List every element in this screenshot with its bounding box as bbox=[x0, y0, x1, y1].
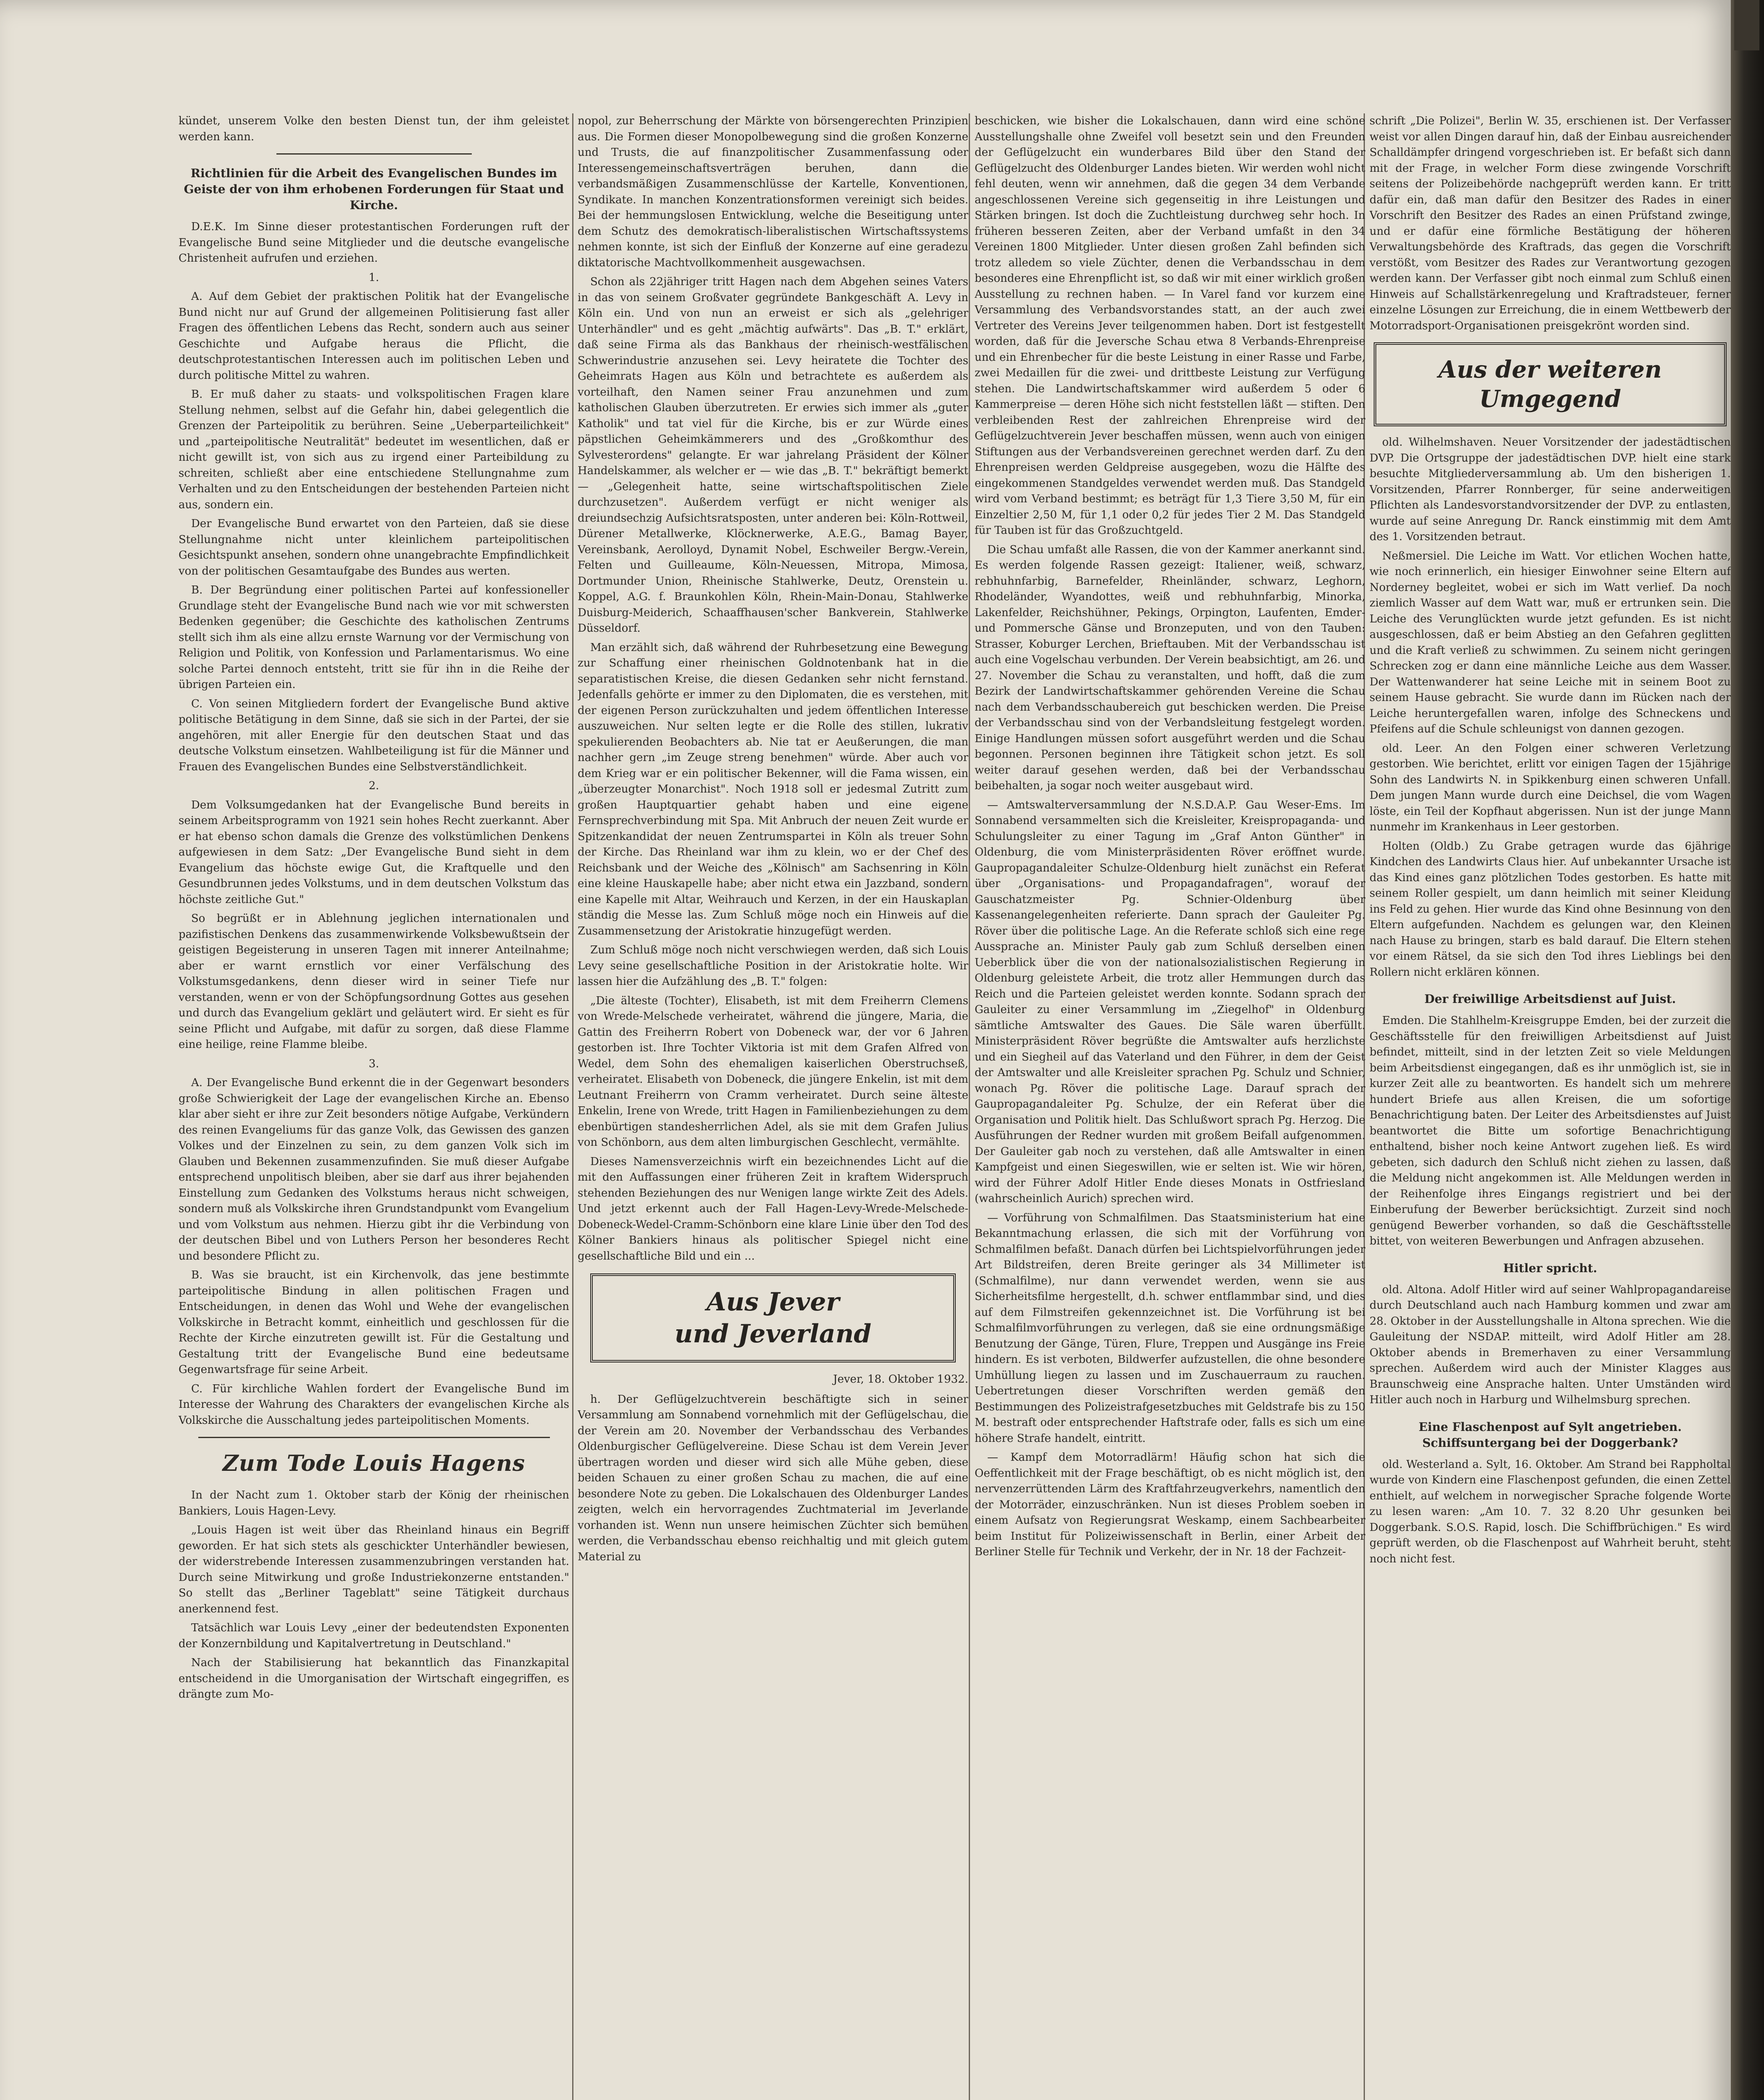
paragraph: C. Für kirchliche Wahlen fordert der Evangelische Bund im Interesse der Wahrung des Charakters der evangelischen Kirche als Volkskirche die Ausschaltung jedes parteipolitischen Moments. bbox=[179, 1382, 569, 1427]
binding-clip bbox=[1734, 0, 1759, 50]
section-heading-box bbox=[590, 1273, 956, 1362]
paragraph: Dem Volksumgedanken hat der Evangelische Bund bereits in seinem Arbeitsprogramm von 1921 sein hohes Recht zuerkannt. Aber er hat ebenso schon damals die Grenze des volkstümlichen Denkens aufgewiesen in dem Satz: „Der Evangelische Bund sieht in dem Evangelium das höchste ewige Gut, die Kraftquelle und den Gesundbrunnen jedes Volkstums, und in dem deutschen Volkstum das höchste zeitliche Gut." bbox=[179, 798, 569, 906]
section-heading-box bbox=[1374, 342, 1727, 426]
column-3 bbox=[975, 113, 1365, 2100]
paragraph: C. Von seinen Mitgliedern fordert der Evangelische Bund aktive politische Betätigung in dem Sinne, daß sie sich in der Partei, der sie angehören, mit aller Energie für den deutschen Staat und das deutsche Volkstum einsetzen. Wahlbeteiligung ist für die Männer und Frauen des Evangelischen Bundes eine Selbstverständlichkeit. bbox=[179, 697, 569, 773]
paragraph: D.E.K. Im Sinne dieser protestantischen Forderungen ruft der Evangelische Bund seine Mitglieder und die deutsche evangelische Christenheit aufrufen und erziehen. bbox=[179, 220, 569, 265]
column-rule bbox=[572, 113, 573, 2100]
paragraph: — Vorführung von Schmalfilmen. Das Staatsministerium hat eine Bekanntmachung erlassen, die sich mit der Vorführung von Schmalfilmen befaßt. Danach dürfen bei Lichtspielvorführungen jeder Art Bildstreifen, deren Breite geringer als 34 Millimeter ist (Schmalfilme), nur dann verwendet werden, wenn sie aus Sicherheitsfilme hergestellt, d.h. schwer entflammbar sind, und dies auf dem Filmstreifen gekennzeichnet ist. Die Vorführung ist bei Schmalfilmvorführungen zu verlegen, daß sie eine ordnungsmäßige Benutzung der Gänge, Türen, Flure, Treppen und Ausgänge ins Freie hindern. Es ist verboten, Bildwerfer aufzustellen, die ohne besondere Umhüllung liegen zu lassen und im Zuschauerraum zu rauchen. Uebertretungen dieser Vorschriften werden gemäß den Bestimmungen des Polizeistrafgesetzbuches mit Geldstrafe bis zu 150 M. bestraft oder entsprechender Haftstrafe oder, falls es sich um eine höhere Strafe handelt, eintritt. bbox=[975, 1211, 1365, 1445]
section-heading-line: Aus Jever bbox=[706, 1287, 840, 1317]
paragraph: Die Schau umfaßt alle Rassen, die von der Kammer anerkannt sind. Es werden folgende Rassen gezeigt: Italiener, weiß, schwarz, rebhuhnfarbig, Barnefelder, Rheinländer, schwarz, Leghorn, Rhodeländer, Wyandottes, weiß und rebhuhnfarbig, Minorka, Lakenfelder, Reichshühner, Pekings, Orpington, Laufenten, Emder- und Pommersche Gänse und Bronzeputen, und von den Tauben: Strasser, Koburger Lerchen, Brieftauben. Mit der Verbandsschau ist auch eine Vogelschau verbunden. Der Verein beabsichtigt, am 26. und 27. November die Schau zu veranstalten, und hofft, daß die zum Bezirk der Landwirtschaftskammer gehörenden Vereine die Schau nach dem Verbandsschaubereich gut beschicken werden. Die Preise der Verbandsschau sind von der Verbandsleitung festgelegt worden. Einige Handlungen müssen sofort ausgeführt werden und die Schau begonnen. Personen beginnen ihre Tätigkeit schon jetzt. Es soll weiter darauf gesehen werden, daß bei der Verbandsschau beibehalten, ja sogar noch weiter ausgebaut wird. bbox=[975, 543, 1365, 792]
column-2 bbox=[578, 113, 968, 2100]
page-edge-shadow bbox=[1731, 0, 1764, 2100]
paragraph: old. Altona. Adolf Hitler wird auf seiner Wahlpropagandareise durch Deutschland auch nach Hamburg kommen und zwar am 28. Oktober in der Ausstellungshalle in Altona sprechen. Wie die Gauleitung der NSDAP. mitteilt, wird Adolf Hitler am 28. Oktober abends in Bremerhaven zu einer Versammlung sprechen. Außerdem wird auch der Minister Klagges aus Braunschweig eine Ansprache halten. Unter Umständen wird Hitler auch noch in Harburg und Wilhelmsburg sprechen. bbox=[1370, 1283, 1731, 1406]
paragraph: Zum Schluß möge noch nicht verschwiegen werden, daß sich Louis Levy seine gesellschaftliche Position in der Aristokratie holte. Wir lassen hier die Aufzählung des „B. T." folgen: bbox=[578, 944, 968, 988]
article-title: Zum Tode Louis Hagens bbox=[222, 1451, 526, 1476]
separator bbox=[276, 153, 472, 155]
paragraph: old. Leer. An den Folgen einer schweren Verletzung gestorben. Wie berichtet, erlitt vor einigen Tagen der 15jährige Sohn des Landwirts N. in Spikkenburg einen schweren Unfall. Dem jungen Mann wurde durch eine Deichsel, die vom Wagen löste, ein Teil der Kopfhaut abgerissen. Nun ist der junge Mann nunmehr im Krankenhaus in Leer gestorben. bbox=[1370, 742, 1731, 833]
paragraph: „Die älteste (Tochter), Elisabeth, ist mit dem Freiherrn Clemens von Wrede-Melschede verheiratet, während die jüngere, Maria, die Gattin des Freiherrn Robert von Dobeneck war, der vor 6 Jahren gestorben ist. Ihre Tochter Viktoria ist mit dem Grafen Alfred von Wedel, dem Sohn des ehemaligen kaiserlichen Oberstruchseß, verheiratet. Elisabeth von Dobeneck, die jüngere Enkelin, ist mit dem Leutnant Freiherrn von Cramm verheiratet. Durch seine älteste Enkelin, Irene von Wrede, tritt Hagen in Familienbeziehungen zu dem ebenbürtigen standesherrlichen Adel, als sie mit dem Grafen Julius von Schönborn, aus dem alten limburgischen Geschlecht, vermählte. bbox=[578, 994, 968, 1149]
paragraph: In der Nacht zum 1. Oktober starb der König der rheinischen Bankiers, Louis Hagen-Levy. bbox=[179, 1489, 569, 1517]
section-number: 1. bbox=[368, 271, 379, 284]
paragraph: Dieses Namensverzeichnis wirft ein bezeichnendes Licht auf die mit den Auffassungen einer früheren Zeit in kraftem Widerspruch stehenden Beziehungen des nur Wenigen lange wirkte Zeit des Adels. Und jetzt erkennt auch der Fall Hagen-Levy-Wrede-Melschede-Dobeneck-Wedel-Cramm-Schönborn eine klare Linie über den Tod des Kölner Bankiers hinaus als politischer Spiegel nicht eine gesellschaftliche Bild und ein ... bbox=[578, 1155, 968, 1263]
subheading: Der freiwillige Arbeitsdienst auf Juist. bbox=[1424, 992, 1676, 1006]
paragraph: So begrüßt er in Ablehnung jeglichen internationalen und pazifistischen Denkens das zusammenwirkende Volksbewußtsein der geistigen Begeisterung in unseren Tagen mit innerer Anteilnahme; aber er warnt ernstlich vor einer Verfälschung des Volkstumsgedankens, denn dieser wird in seiner Tiefe nur verstanden, wenn er von der Schöpfungsordnung Gottes aus gesehen und durch das Evangelium geklärt und geläutert wird. Er sieht es für seine Pflicht und Aufgabe, mit dafür zu sorgen, daß diese Flamme eine heilige, reine Flamme bleibe. bbox=[179, 912, 569, 1051]
paragraph: Man erzählt sich, daß während der Ruhrbesetzung eine Bewegung zur Schaffung einer rheinischen Goldnotenbank hat in die separatistischen Kreise, die diesen Gedanken sehr nicht fernstand. Jedenfalls gehörte er immer zu den Diplomaten, die es verstehen, mit der eigenen Person zurückzuhalten und jedem öffentlichen Interesse auszuweichen. Nur selten legte er die Rolle des stillen, lukrativ spekulierenden Beobachters ab. Nie tat er Aeußerungen, die man nachher gern „im Zeuge streng benehmen" würde. Aber auch vor dem Krieg war er ein politischer Bekenner, will die Fama wissen, ein „überzeugter Monarchist". Noch 1918 soll er jedesmal Zutritt zum großen Hauptquartier gehabt haben und eine eigene Fernsprechverbindung mit Spa. Mit Anbruch der neuen Zeit wurde er Spitzenkandidat der neuen Zentrumspartei in Köln als treuer Sohn der Kirche. Das Rheinland war ihm zu klein, wo er der Chef des Reichsbank und der Weiche des „Kölnisch" am Sachsenring in Köln eine kleine Hauskapelle habe; aber nicht etwa ein Jazzband, sondern eine Kapelle mit Altar, Weihrauch und Kerzen, in der ein Hauskaplan ständig die Messe las. Zum Schluß möge noch ein Hinweis auf die Zusammensetzung der Aristokratie hinzugefügt werden. bbox=[578, 641, 968, 937]
section-heading-line: und Jeverland bbox=[674, 1319, 872, 1349]
section-number: 2. bbox=[368, 780, 379, 792]
section-heading-line: Umgegend bbox=[1479, 385, 1621, 413]
column-rule bbox=[969, 113, 970, 2100]
paragraph: Emden. Die Stahlhelm-Kreisgruppe Emden, bei der zurzeit die Geschäftsstelle für den freiwilligen Arbeitsdienst auf Juist befindet, mitteilt, sind in der letzten Zeit so viele Meldungen beim Arbeitsdienst eingegangen, daß es ihr unmöglich ist, sie in kurzer Zeit alle zu beantworten. Es handelt sich um mehrere hundert Briefe aus allen Kreisen, die um sofortige Benachrichtigung baten. Der Leiter des Arbeitsdienstes auf Juist beantwortet die Bitte um sofortige Benachrichtigung enthaltend, bisher noch keine Antwort zugehen ließ. Es wird gebeten, sich dadurch den Schluß nicht ziehen zu lassen, daß die Meldung nicht angekommen ist. Alle Meldungen werden in der Reihenfolge ihres Eingangs registriert und bei der Einberufung der Bewerber berücksichtigt. Zurzeit sind noch genügend Bewerber vorhanden, so daß die Geschäftsstelle bittet, von weiteren Bewerbungen und Anfragen abzusehen. bbox=[1370, 1014, 1731, 1247]
paragraph: „Louis Hagen ist weit über das Rheinland hinaus ein Begriff geworden. Er hat sich stets als geschickter Unterhändler bewiesen, der widerstrebende Interessen zusammenzubringen verstanden hat. Durch seine Mitwirkung und große Industriekonzerne entstanden." So stellt das „Berliner Tageblatt" seine Tätigkeit durchaus anerkennend fest. bbox=[179, 1524, 569, 1615]
article-heading: Richtlinien für die Arbeit des Evangelischen Bundes im Geiste der von ihm erhobenen Forderungen für Staat und Kirche. bbox=[184, 166, 564, 212]
section-heading-line: Aus der weiteren bbox=[1438, 356, 1662, 383]
paragraph: A. Der Evangelische Bund erkennt die in der Gegenwart besonders große Schwierigkeit der Lage der evangelischen Kirche an. Ebenso klar aber sieht er ihre zur Zeit besonders nötige Aufgabe, Verkündern des reinen Evangeliums für das ganze Volk, das Gewissen des ganzen Volkes und der Einzelnen zu sein, zu dem ganzen Volk sich im Glauben und Bekennen zusammenzufinden. Sie muß dieser Aufgabe entsprechend unpolitisch bleiben, aber sie darf aus ihrer bejahenden Einstellung zum Gedanken des Volkstums heraus nicht schweigen, sondern muß als Volkskirche ihren Grundstandpunkt vom Evangelium und vom Volkstum aus nehmen. Hierzu gibt ihr die Verbindung von der deutschen Bibel und von Luthers Person her besonderes Recht und besondere Pflicht zu. bbox=[179, 1076, 569, 1263]
subheading: Eine Flaschenpost auf Sylt angetrieben. Schiffsuntergang bei der Doggerbank? bbox=[1418, 1420, 1682, 1450]
column-1 bbox=[179, 113, 569, 2100]
paragraph: Der Evangelische Bund erwartet von den Parteien, daß sie diese Stellungnahme nicht unter kleinlichem parteipolitischen Gesichtspunkt ansehen, sondern ohne unangebrachte Empfindlichkeit von der politischen Gesamtaufgabe des Bundes aus werten. bbox=[179, 517, 569, 578]
section-number: 3. bbox=[368, 1057, 379, 1070]
paragraph: Nach der Stabilisierung hat bekanntlich das Finanzkapital entscheidend in die Umorganisation der Wirtschaft eingegriffen, es drängte zum Mo- bbox=[179, 1656, 569, 1701]
dateline: Jever, 18. Oktober 1932. bbox=[833, 1373, 968, 1386]
paragraph: Neßmersiel. Die Leiche im Watt. Vor etlichen Wochen hatte, wie noch erinnerlich, ein hiesiger Einwohner seine Eltern auf Norderney begleitet, wobei er sich im Watt verlief. Da noch ziemlich Wasser auf dem Watt war, muß er ertrunken sein. Die Leiche des Verunglückten wurde jetzt gefunden. Es ist nicht ausgeschlossen, daß er beim Abstieg an den Gefahren geglitten und die Kraft verließ zu schwimmen. Zu seinem nicht geringen Schrecken zog er dann eine männliche Leiche aus dem Wasser. Der Wattenwanderer hat seine Leiche mit in seinem Boot zu seinem Hause gebracht. Sie wurde dann im Rücken nach der Leiche heruntergefallen waren, infolge des Schneckens und Pfeifens auf die Schule schleunigst von dannen gezogen. bbox=[1370, 549, 1731, 735]
paragraph: — Amtswalterversammlung der N.S.D.A.P. Gau Weser-Ems. Im Sonnabend versammelten sich die Kreisleiter, Kreispropaganda- und Schulungsleiter zu einer Tagung im „Graf Anton Günther" in Oldenburg, die vom Ministerpräsidenten Röver eröffnet wurde. Gaupropagandaleiter Schulze-Oldenburg hielt zunächst ein Referat über „Organisations- und Propagandafragen", worauf der Gauschatzmeister Pg. Schnier-Oldenburg über Kassenangelegenheiten referierte. Dann sprach der Gauleiter Pg. Röver über die politische Lage. An die Referate schloß sich eine rege Aussprache an. Minister Pauly gab zum Schluß derselben einen Ueberblick über die von der nationalsozialistischen Regierung in Oldenburg geleistete Arbeit, die trotz aller Hemmungen durch das Reich und die Parteien geleistet werden konnte. Sodann sprach der Gauleiter zu einer Versammlung im „Ziegelhof" in Oldenburg sämtliche Amtswalter des Gaues. Die Säle waren überfüllt. Ministerpräsident Röver begrüßte die Amtswalter aufs herzlichste und ein Siegheil auf das Vaterland und den Führer, in dem der Geist der Amtswalter und alle Kreisleiter sprachen Pg. Schulz und Schnier, wonach Pg. Röver die politische Lage. Darauf sprach der Gaupropagandaleiter Pg. Schulze, der ein Referat über die Organisation und Politik hielt. Das Schlußwort sprach Pg. Herzog. Die Ausführungen der Redner wurden mit großem Beifall aufgenommen. Der Gauleiter gab noch zu verstehen, daß alle Amtswalter in einen Kampfgeist und einen Siegeswillen, wie er selten ist. Wie wir hören, wird der Führer Adolf Hitler Ende dieses Monats in Ostfriesland (wahrscheinlich Aurich) sprechen wird. bbox=[975, 798, 1365, 1205]
paragraph: B. Er muß daher zu staats- und volkspolitischen Fragen klare Stellung nehmen, selbst auf die Gefahr hin, dabei gelegentlich die Grenzen der Parteipolitik zu berühren. Seine „Ueberparteilichkeit" und „parteipolitische Neutralität" bedeutet im wesentlichen, daß er nicht gewillt ist, von sich aus zu irgend einer Parteibildung zu schreiten, schließt aber eine entschiedene Stellungnahme zum Verhalten und zu den Entscheidungen der bestehenden Parteien nicht aus, sondern ein. bbox=[179, 388, 569, 511]
paragraph: h. Der Geflügelzuchtverein beschäftigte sich in seiner Versammlung am Sonnabend vornehmlich mit der Geflügelschau, die der Verein am 20. November der Verbandsschau des Verbandes Oldenburgischer Geflügelvereine. Diese Schau ist dem Verein Jever übertragen worden und dieser wird sich alle Mühe geben, diese beiden Schauen zu einer großen Schau zu machen, die auf eine besondere Note zu geben. Die Lokalschauen des Oldenburger Landes zeigten, welch ein hervorragendes Zuchtmaterial im Jeverlande vorhanden ist. Wenn nun unsere heimischen Züchter sich bemühen werden, die Verbandsschau ebenso reichhaltig und mit gleich gutem Material zu bbox=[578, 1393, 968, 1563]
paragraph: old. Westerland a. Sylt, 16. Oktober. Am Strand bei Rappholtal wurde von Kindern eine Flaschenpost gefunden, die einen Zettel enthielt, auf welchem in norwegischer Sprache folgende Worte zu lesen waren: „Am 10. 7. 32 8.20 Uhr gesunken bei Doggerbank. S.O.S. Rapid, losch. Die Schiffbrüchigen." Es wird geprüft werden, ob die Flaschenpost auf Wahrheit beruht, steht noch nicht fest. bbox=[1370, 1458, 1731, 1565]
paragraph: nopol, zur Beherrschung der Märkte von börsengerechten Prinzipien aus. Die Formen dieser Monopolbewegung sind die großen Konzerne und Trusts, die auf finanzpolitischer Zusammenfassung oder Interessengemeinschaftsverträgen beruhen, dann die verbandsmäßigen Zusammenschlüsse der Kartelle, Konventionen, Syndikate. In manchen Konzentrationsformen vereinigt sich beides. Bei der hemmungslosen Entwicklung, welche die Beseitigung unter dem Schutz des demokratisch-liberalistischen Wirtschaftssystems nehmen konnte, ist sich der Einfluß der Konzerne auf eine geradezu diktatorische Machtvollkommenheit ausgewachsen. bbox=[578, 115, 968, 269]
paragraph: old. Wilhelmshaven. Neuer Vorsitzender der jadestädtischen DVP. Die Ortsgruppe der jadestädtischen DVP. hielt eine stark besuchte Mitgliederversammlung ab. Um den bisherigen 1. Vorsitzenden, Pfarrer Ronnberger, für seine anderweitigen Pflichten als Landesvorstandvorsitzender der DVP. zu entlasten, wurde auf seine Anregung Dr. Ranck einstimmig mit dem Amt des 1. Vorsitzenden betraut. bbox=[1370, 436, 1731, 543]
paragraph: A. Auf dem Gebiet der praktischen Politik hat der Evangelische Bund nicht nur auf Grund der allgemeinen Politisierung fast aller Fragen des öffentlichen Lebens das Recht, sondern auch aus seiner Geschichte und Aufgabe heraus die Pflicht, die deutschprotestantischen Interessen auch im politischen Leben und durch politische Mittel zu wahren. bbox=[179, 290, 569, 382]
paragraph: B. Der Begründung einer politischen Partei auf konfessioneller Grundlage steht der Evangelische Bund nach wie vor mit schwersten Bedenken gegenüber; die Geschichte des katholischen Zentrums stellt sich ihm als eine allzu ernste Warnung vor der Vermischung von Religion und Politik, von Konfession und Parlamentarismus. Wo eine solche Partei dennoch entsteht, tritt sie für ihn in die Reihe der übrigen Parteien ein. bbox=[179, 584, 569, 691]
intro-text: kündet, unserem Volke den besten Dienst tun, der ihm geleistet werden kann. bbox=[179, 115, 569, 143]
column-4 bbox=[1370, 113, 1731, 2100]
paragraph: Schon als 22jähriger tritt Hagen nach dem Abgehen seines Vaters in das von seinem Großvater gegründete Bankgeschäft A. Levy in Köln ein. Und von nun an erweist er sich als „gelehriger Unterhändler" und es geht „mächtig aufwärts". Das „B. T." erklärt, daß seine Firma als das Bankhaus der rheinisch-westfälischen Schwerindustrie anzusehen sei. Levy heiratete die Tochter des Geheimrats Hagen aus Köln und betrachtete es außerdem als vorteilhaft, den Namen seiner Frau anzunehmen und zum katholischen Glauben überzutreten. Er erwies sich immer als „guter Katholik" und tat viel für die Kirche, bis er zur Würde eines päpstlichen Geheimkämmerers und des „Großkomthur des Sylvesterordens" gelangte. Er war jahrelang Präsident der Kölner Handelskammer, als welcher er — wie das „B. T." bekräftigt bemerkt — „Gelegenheit hatte, seine wirtschaftspolitischen Ziele durchzusetzen". Außerdem verfügt er nicht weniger als dreiundsechzig Aufsichtsratsposten, unter anderen bei: Köln-Rottweil, Dürener Metallwerke, Klöcknerwerke, A.E.G., Bamag Bayer, Vereinsbank, Aerolloyd, Dynamit Nobel, Eschweiler Bergw.-Verein, Felten und Guilleaume, Köln-Neuessen, Mitropa, Mimosa, Dortmunder Union, Rheinische Stahlwerke, Deutz, Orenstein u. Koppel, A.G. f. Braunkohlen Köln, Rhein-Main-Donau, Stahlwerke Duisburg-Meiderich, Schaaffhausen'scher Bankverein, Stahlwerke Düsseldorf. bbox=[578, 276, 968, 635]
subheading: Hitler spricht. bbox=[1503, 1261, 1597, 1275]
paragraph: Holten (Oldb.) Zu Grabe getragen wurde das 6jährige Kindchen des Landwirts Claus hier. Auf unbekannter Ursache ist das Kind eines ganz plötzlichen Todes gestorben. Es hatte mit seinem Roller gespielt, um dann heimlich mit seiner Kleidung ins Feld zu gehen. Hier wurde das Kind ohne Besinnung von den Eltern aufgefunden. Nachdem es gelungen war, den Kleinen nach Hause zu bringen, starb es bald darauf. Die Eltern stehen vor einem Rätsel, da sie sich den Tod ihres Lieblings bei den Rollern nicht erklären können. bbox=[1370, 840, 1731, 979]
paragraph: schrift „Die Polizei", Berlin W. 35, erschienen ist. Der Verfasser weist vor allen Dingen darauf hin, daß der Einbau ausreichender Schalldämpfer dringend vorgeschrieben ist. Er befaßt sich dann mit der Frage, in welcher Form diese zwingende Vorschrift seitens der Polizeibehörde nachgeprüft werden kann. Er tritt dafür ein, daß man dafür den Besitzer des Rades in einer Vorschrift den Besitzer des Rades an einen Prüfstand zwinge, und er dafür eine förmliche Bestätigung der höheren Verwaltungsbehörde des Kraftrads, das gegen die Vorschrift verstößt, vom Besitzer des Rades zur Verantwortung gezogen werden kann. Der Verfasser gibt noch einmal zum Schluß einen Hinweis auf Schallstärkenregelung und Kraftradsteuer, ferner einzelne Lösungen zur Erreichung, die in einem Wettbewerb der Motorradsport-Organisationen preisgekrönt worden sind. bbox=[1370, 115, 1731, 332]
paragraph: Tatsächlich war Louis Levy „einer der bedeutendsten Exponenten der Konzernbildung und Kapitalvertretung in Deutschland." bbox=[179, 1622, 569, 1650]
separator bbox=[198, 1437, 550, 1438]
paragraph: B. Was sie braucht, ist ein Kirchenvolk, das jene bestimmte parteipolitische Bindung in allen politischen Fragen und Entscheidungen, in denen das Wohl und Wehe der evangelischen Volkskirche in Betracht kommt, einheitlich und geschlossen für die Rechte der Kirche einzutreten gewillt ist. Für die Gestaltung und Gestaltung tritt der Evangelische Bund eine bedeutsame Gegenwartsfrage für seine Arbeit. bbox=[179, 1269, 569, 1376]
paragraph: — Kampf dem Motorradlärm! Häufig schon hat sich die Oeffentlichkeit mit der Frage beschäftigt, ob es nicht möglich ist, den nervenzerrüttenden Lärm des Kraftfahrzeugverkehrs, namentlich den der Motorräder, einzuschränken. Nun ist dieses Problem soeben in einem Aufsatz von Regierungsrat Weskamp, einem Sachbearbeiter beim Institut für Polizeiwissenschaft in Berlin, einer Arbeit der Berliner Stelle für Technik und Verkehr, der in Nr. 18 der Fachzeit- bbox=[975, 1451, 1365, 1558]
paragraph: beschicken, wie bisher die Lokalschauen, dann wird eine schöne Ausstellungshalle ohne Zweifel voll besetzt sein und den Freunden der Geflügelzucht ein wunderbares Bild über den Stand der Geflügelzucht des Oldenburger Landes bieten. Wir werden wohl nicht fehl deuten, wenn wir annehmen, daß die gegen 34 dem Verbande angeschlossenen Vereine sich gegenseitig in ihre Leistungen und Stärken bringen. Ist doch die Zuchtleistung durchweg sehr hoch. In früheren besseren Zeiten, aber der Verband umfaßt in den 34 Vereinen 1800 Mitglieder. Unter diesen großen Zahl befinden sich trotz alledem so viele Züchter, denen die Verbandsschau in dem besonderes eine Ehrenpflicht ist, so daß wir mit einer wirklich großen Ausstellung zu rechnen haben. — In Varel fand vor kurzem eine Versammlung des Verbandsvorstandes statt, an der auch zwei Vertreter des Vereins Jever teilgenommen haben. Dort ist festgestellt worden, daß für die Jeversche Schau etwa 8 Verbands-Ehrenpreise und ein Ehrenbecher für die beste Leistung in einer Rasse und Farbe, zwei Medaillen für die zwei- und drittbeste Leistung zur Verfügung stehen. Die Landwirtschaftskammer wird außerdem 5 oder 6 Kammerpreise — deren Höhe sich nicht feststellen läßt — stiften. Den verbleibenden Rest der zahlreichen Ehrenpreise wird der Geflügelzuchtverein Jever beschaffen müssen, wenn auch von einigen Stiftungen aus der Verbandsvereinen gerechnet werden darf. Zu den Ehrenpreisen werden Geldpreise ausgegeben, wozu die Hälfte des eingekommenen Standgeldes verwendet werden muß. Das Standgeld wird vom Verband bestimmt; es beträgt für 1,3 Tiere 3,50 M, für ein Einzeltier 2,50 M, für 1,1 oder 0,2 für jedes Tier 2 M. Das Standgeld für Tauben ist für das Großzuchtgeld. bbox=[975, 115, 1365, 537]
